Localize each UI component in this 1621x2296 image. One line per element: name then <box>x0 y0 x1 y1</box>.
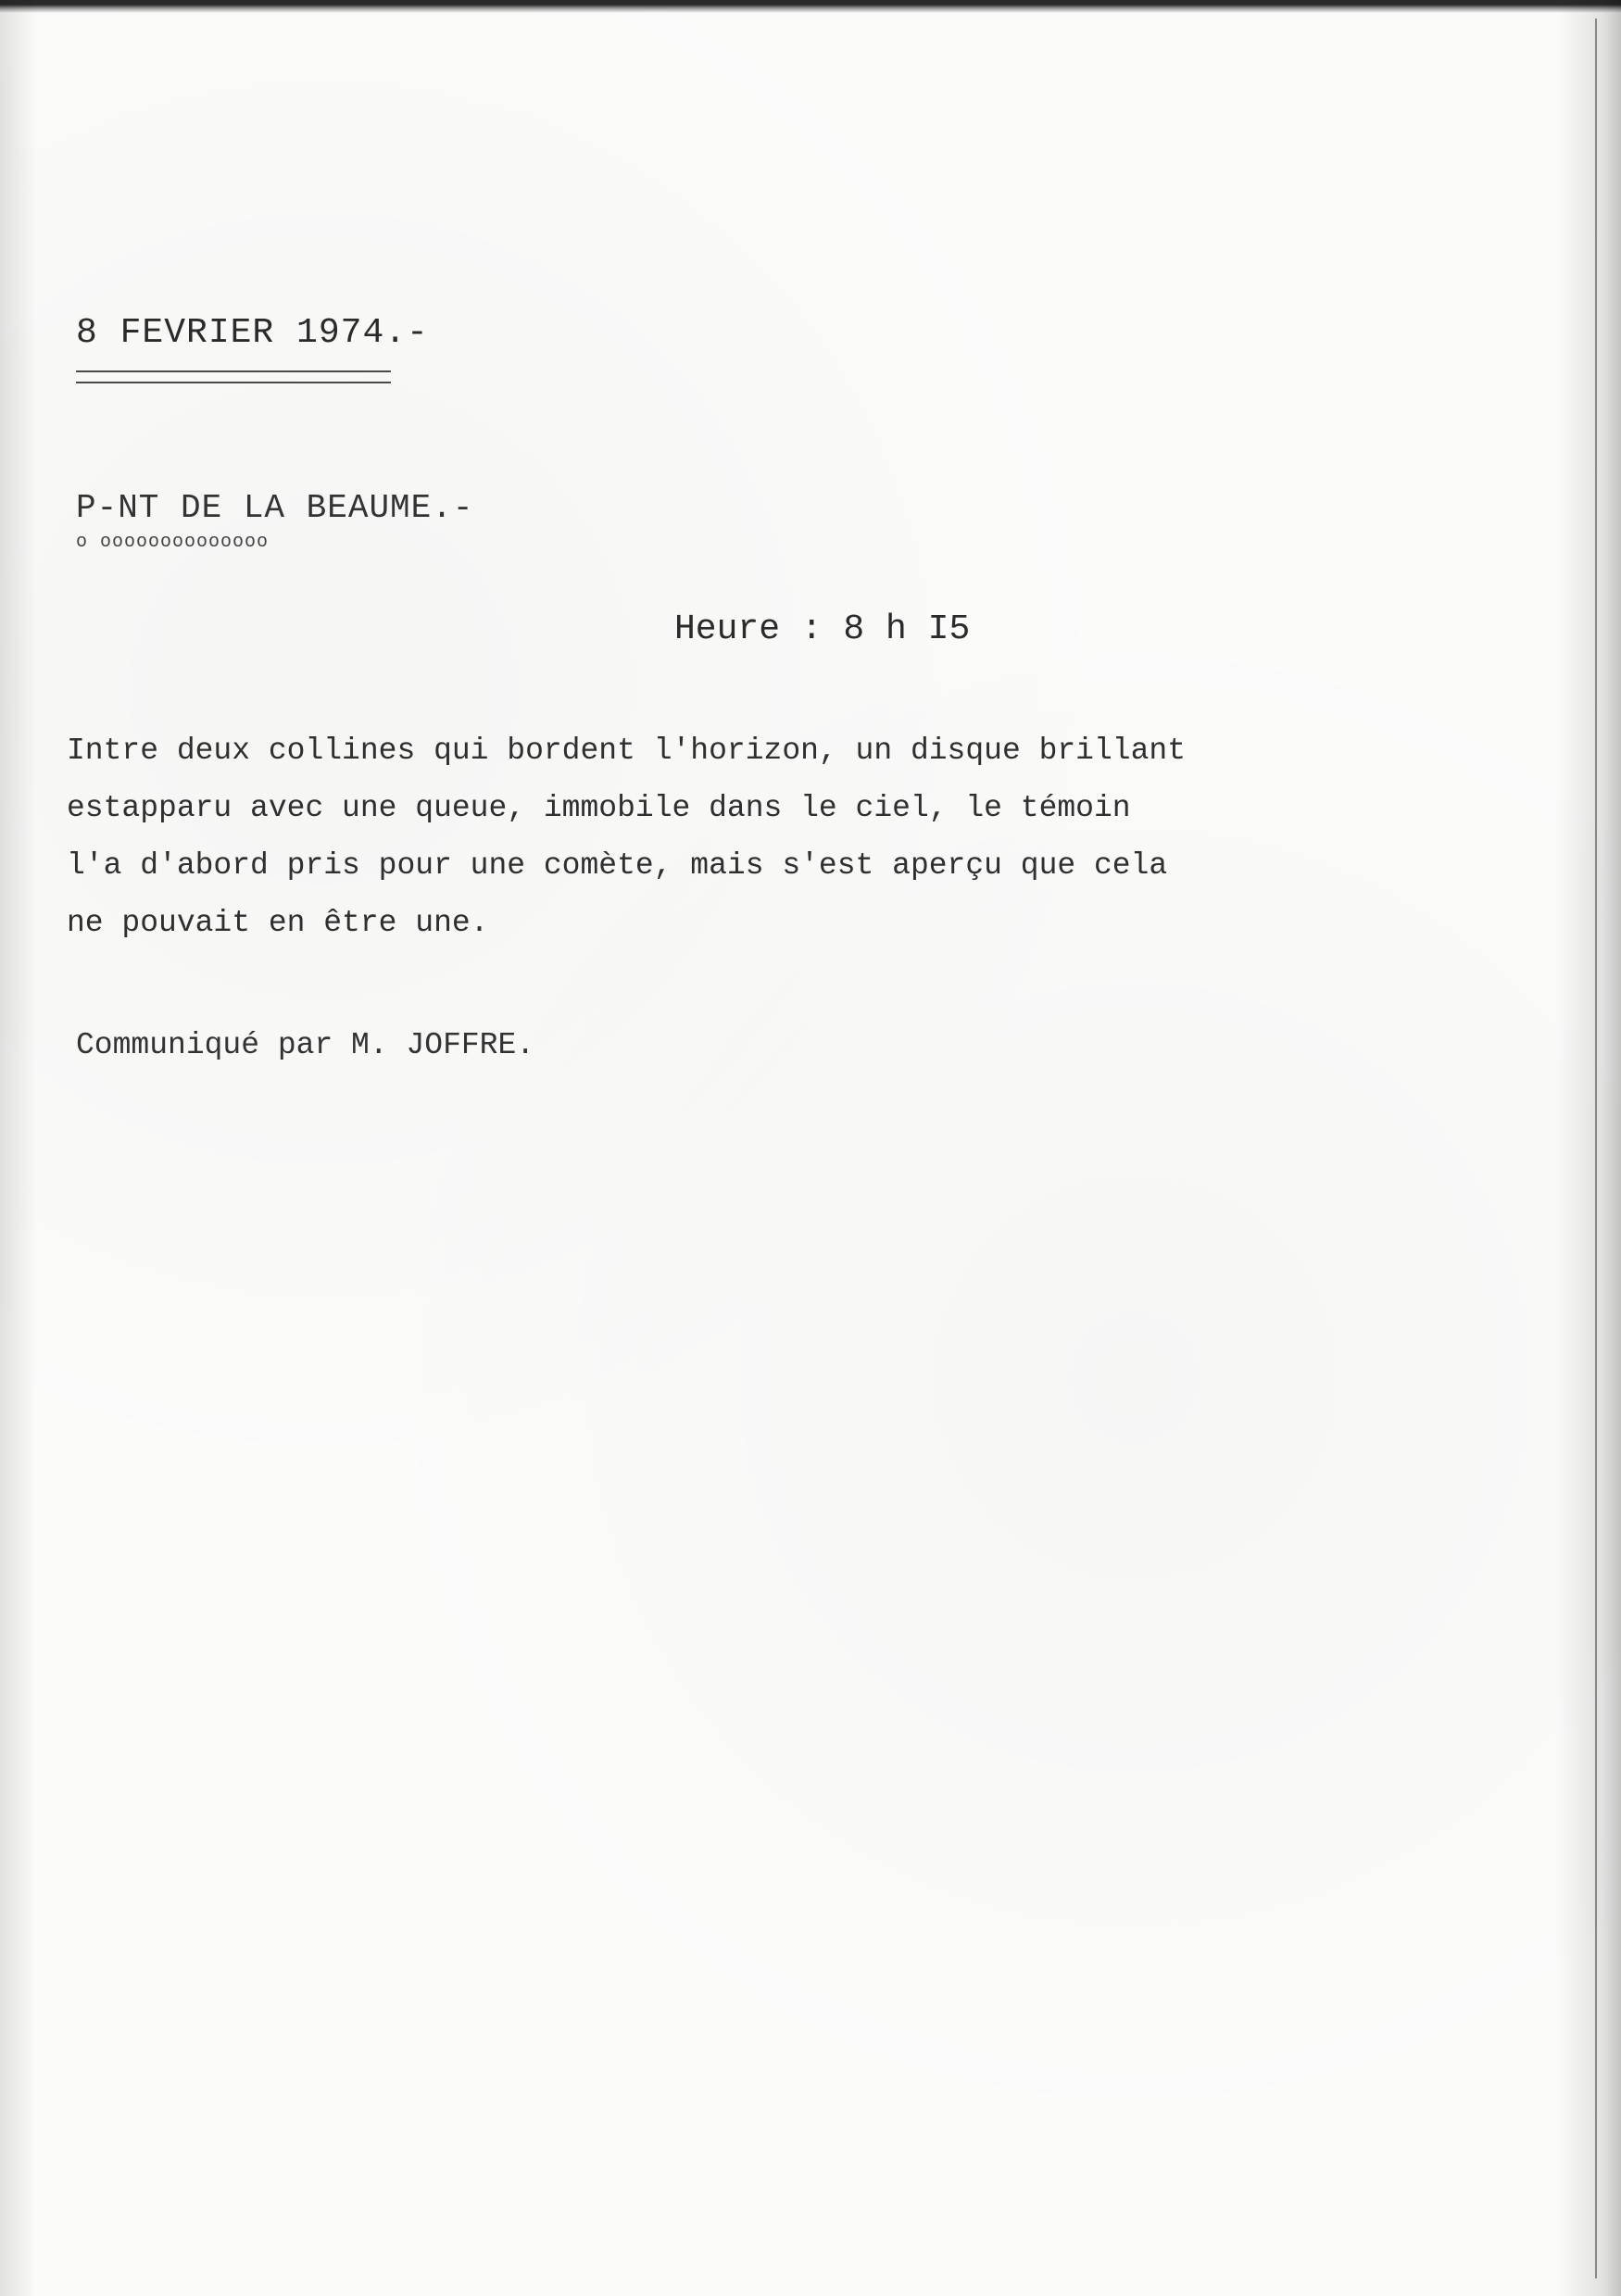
scan-right-shadow <box>1556 0 1621 2296</box>
body-line: ne pouvait en être une. <box>67 906 489 940</box>
page-margin-line <box>1595 19 1597 2278</box>
report-time: Heure : 8 h I5 <box>674 609 971 649</box>
report-body <box>67 722 1512 952</box>
body-line: Intre deux collines qui bordent l'horizon, un disque brillant <box>67 734 1186 768</box>
location-underline: o oooooooooooooo <box>76 532 270 553</box>
scan-top-edge <box>0 0 1621 13</box>
report-location: P-NT DE LA BEAUME.- <box>76 489 474 527</box>
date-double-underline <box>76 370 391 383</box>
body-line: l'a d'abord pris pour une comète, mais s'est aperçu que cela <box>67 848 1168 883</box>
report-signature: Communiqué par M. JOFFRE. <box>76 1028 535 1062</box>
scan-left-shadow <box>0 0 37 2296</box>
report-date: 8 FEVRIER 1974.- <box>76 313 429 353</box>
body-line: estapparu avec une queue, immobile dans le ciel, le témoin <box>67 791 1131 825</box>
